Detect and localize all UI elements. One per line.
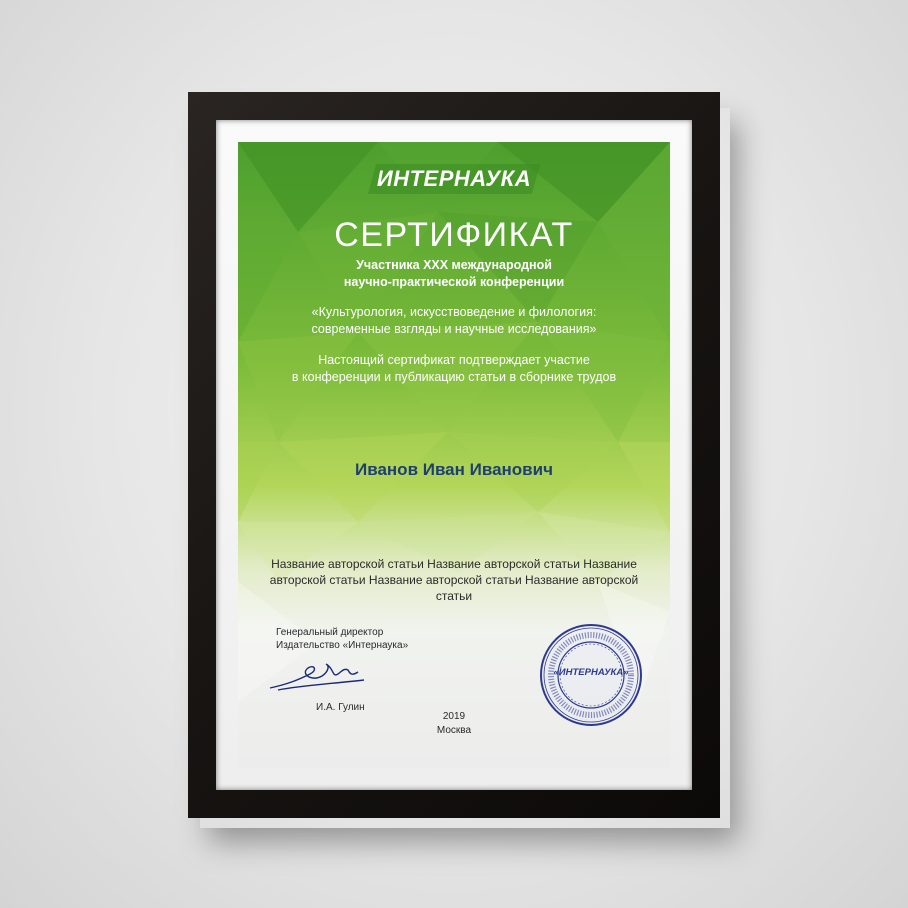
article-title [256,556,652,604]
article-line: Название авторской статьи Название авторской статьи Название [271,557,637,571]
picture-frame [188,92,720,818]
signer-name: И.А. Гулин [316,702,365,713]
certificate-paper [238,142,670,768]
participant-name: Иванов Иван Иванович [355,460,553,479]
confirmation-line: в конференции и публикацию статьи в сборнике трудов [291,370,617,384]
signature [268,654,368,694]
conference-line: современные взгляды и научные исследования» [311,322,597,336]
certificate-title: СЕРТИФИКАТ [334,216,574,254]
confirmation-line: Настоящий сертификат подтверждает участие [318,353,590,367]
director-org: Издательство «Интернаука» [276,640,409,651]
year: 2019 [442,711,466,722]
stamp-center-text: «ИНТЕРНАУКА» [553,667,629,678]
logo [368,164,540,194]
certificate-content [238,142,670,768]
director-title: Генеральный директор [276,627,384,638]
stamp [538,622,644,728]
logo-text: ИНТЕРНАУКА [376,166,532,191]
frame-mat [216,120,692,790]
director-block [276,626,408,652]
article-line: статьи [435,589,473,603]
conference-line: «Культурология, искусствоведение и филология: [311,305,597,319]
subtitle-line: научно-практической конференции [343,275,565,289]
confirmation-text [238,352,670,386]
city: Москва [436,725,472,736]
conference-name [238,304,670,338]
subtitle-line: Участника XXX международной [356,258,552,272]
participant-subtitle [238,257,670,291]
article-line: авторской статьи Название авторской статьи Название авторской [269,573,639,587]
